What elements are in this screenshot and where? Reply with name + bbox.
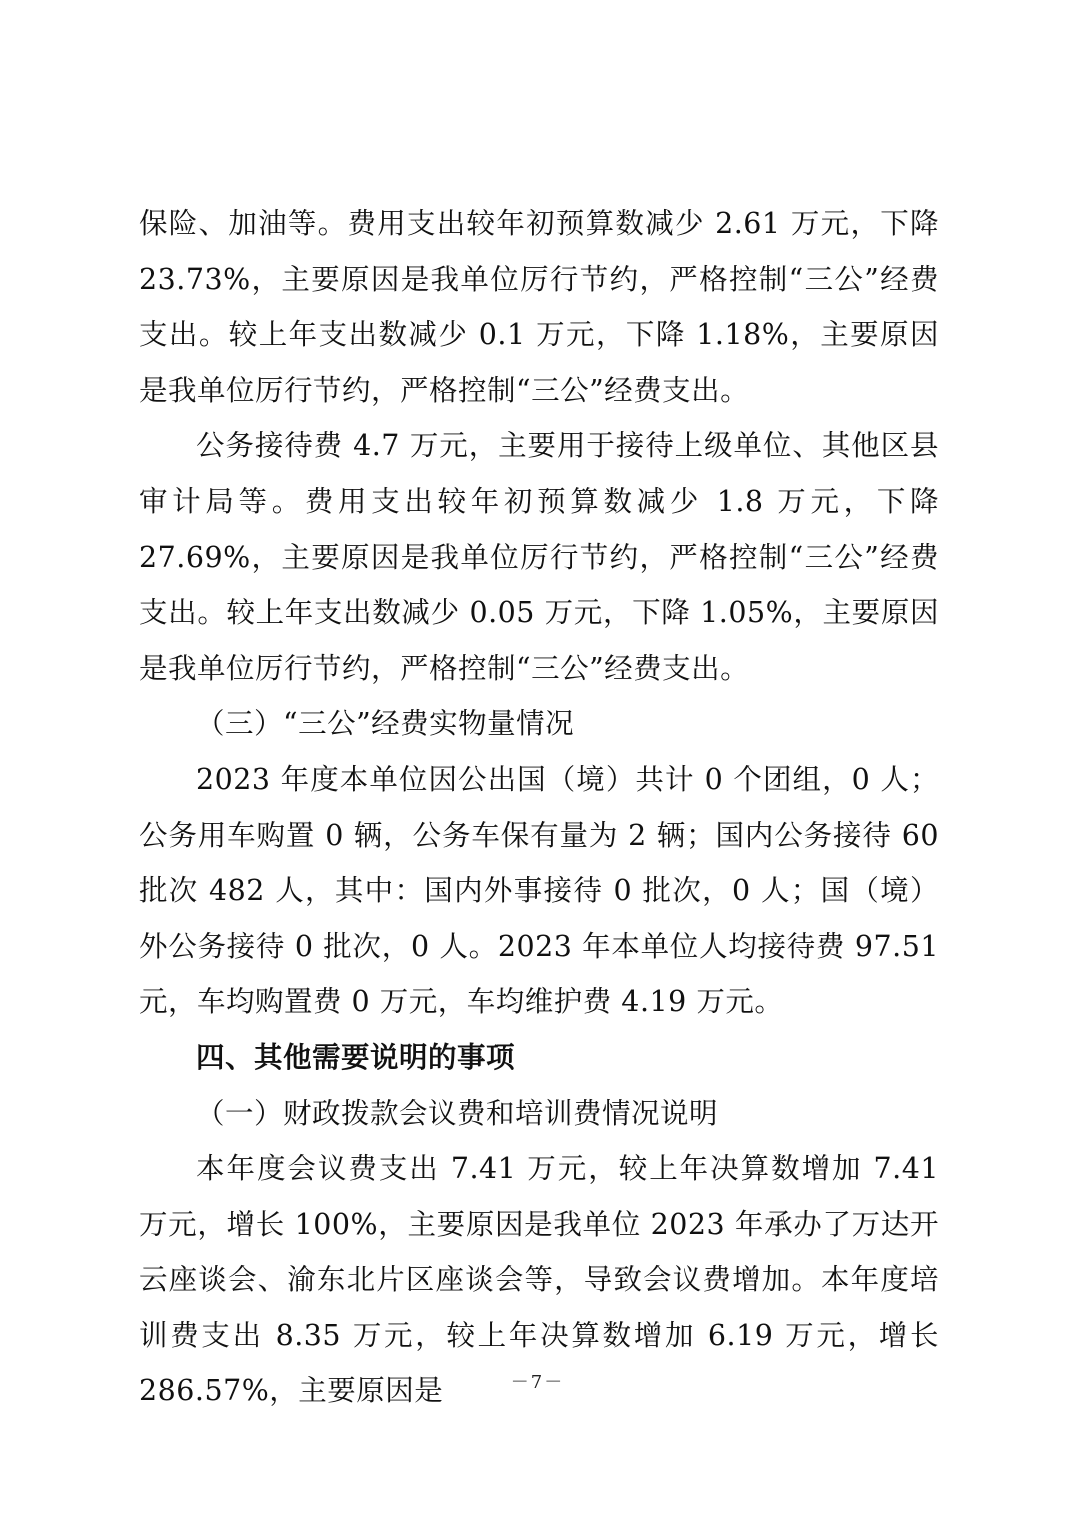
section-heading-meeting-training: （一）财政拨款会议费和培训费情况说明 bbox=[196, 1096, 719, 1130]
paragraph-physical-quantity: 2023 年度本单位因公出国（境）共计 0 个团组，0 人；公务用车购置 0 辆，公务车保有量为 2 辆；国内公务接待 60 批次 482 人，其中：国内外事接待 0 批次，0 人；国（境）外公务接待 0 批次，0 人。2023 年本单位人均接待费 97.51 元，车均购置费 0 万元，车均维护费 4.19 万元。 bbox=[139, 762, 939, 1019]
page-number: －7－ bbox=[510, 1372, 565, 1393]
paragraph-meeting-training: 本年度会议费支出 7.41 万元，较上年决算数增加 7.41 万元，增长 100%，主要原因是我单位 2023 年承办了万达开云座谈会、渝东北片区座谈会等，导致会议费增加。本年度培训费支出 8.35 万元，较上年决算数增加 6.19 万元，增长 286.57%，主要原因是 bbox=[139, 1152, 939, 1408]
paragraph-reception-expense: 公务接待费 4.7 万元，主要用于接待上级单位、其他区县审计局等。费用支出较年初预算数减少 1.8 万元，下降 27.69%，主要原因是我单位厉行节约，严格控制“三公”经费支出。较上年支出数减少 0.05 万元，下降 1.05%，主要原因是我单位厉行节约，严格控制“三公”经费支出。 bbox=[139, 429, 939, 685]
paragraph-vehicle-expense: 保险、加油等。费用支出较年初预算数减少 2.61 万元，下降 23.73%，主要原因是我单位厉行节约，严格控制“三公”经费支出。较上年支出数减少 0.1 万元，下降 1.18%，主要原因是我单位厉行节约，严格控制“三公”经费支出。 bbox=[139, 207, 939, 407]
document-page bbox=[139, 196, 939, 1419]
section-heading-other-matters: 四、其他需要说明的事项 bbox=[196, 1040, 516, 1074]
section-heading-physical-quantity: （三）“三公”经费实物量情况 bbox=[196, 707, 575, 741]
